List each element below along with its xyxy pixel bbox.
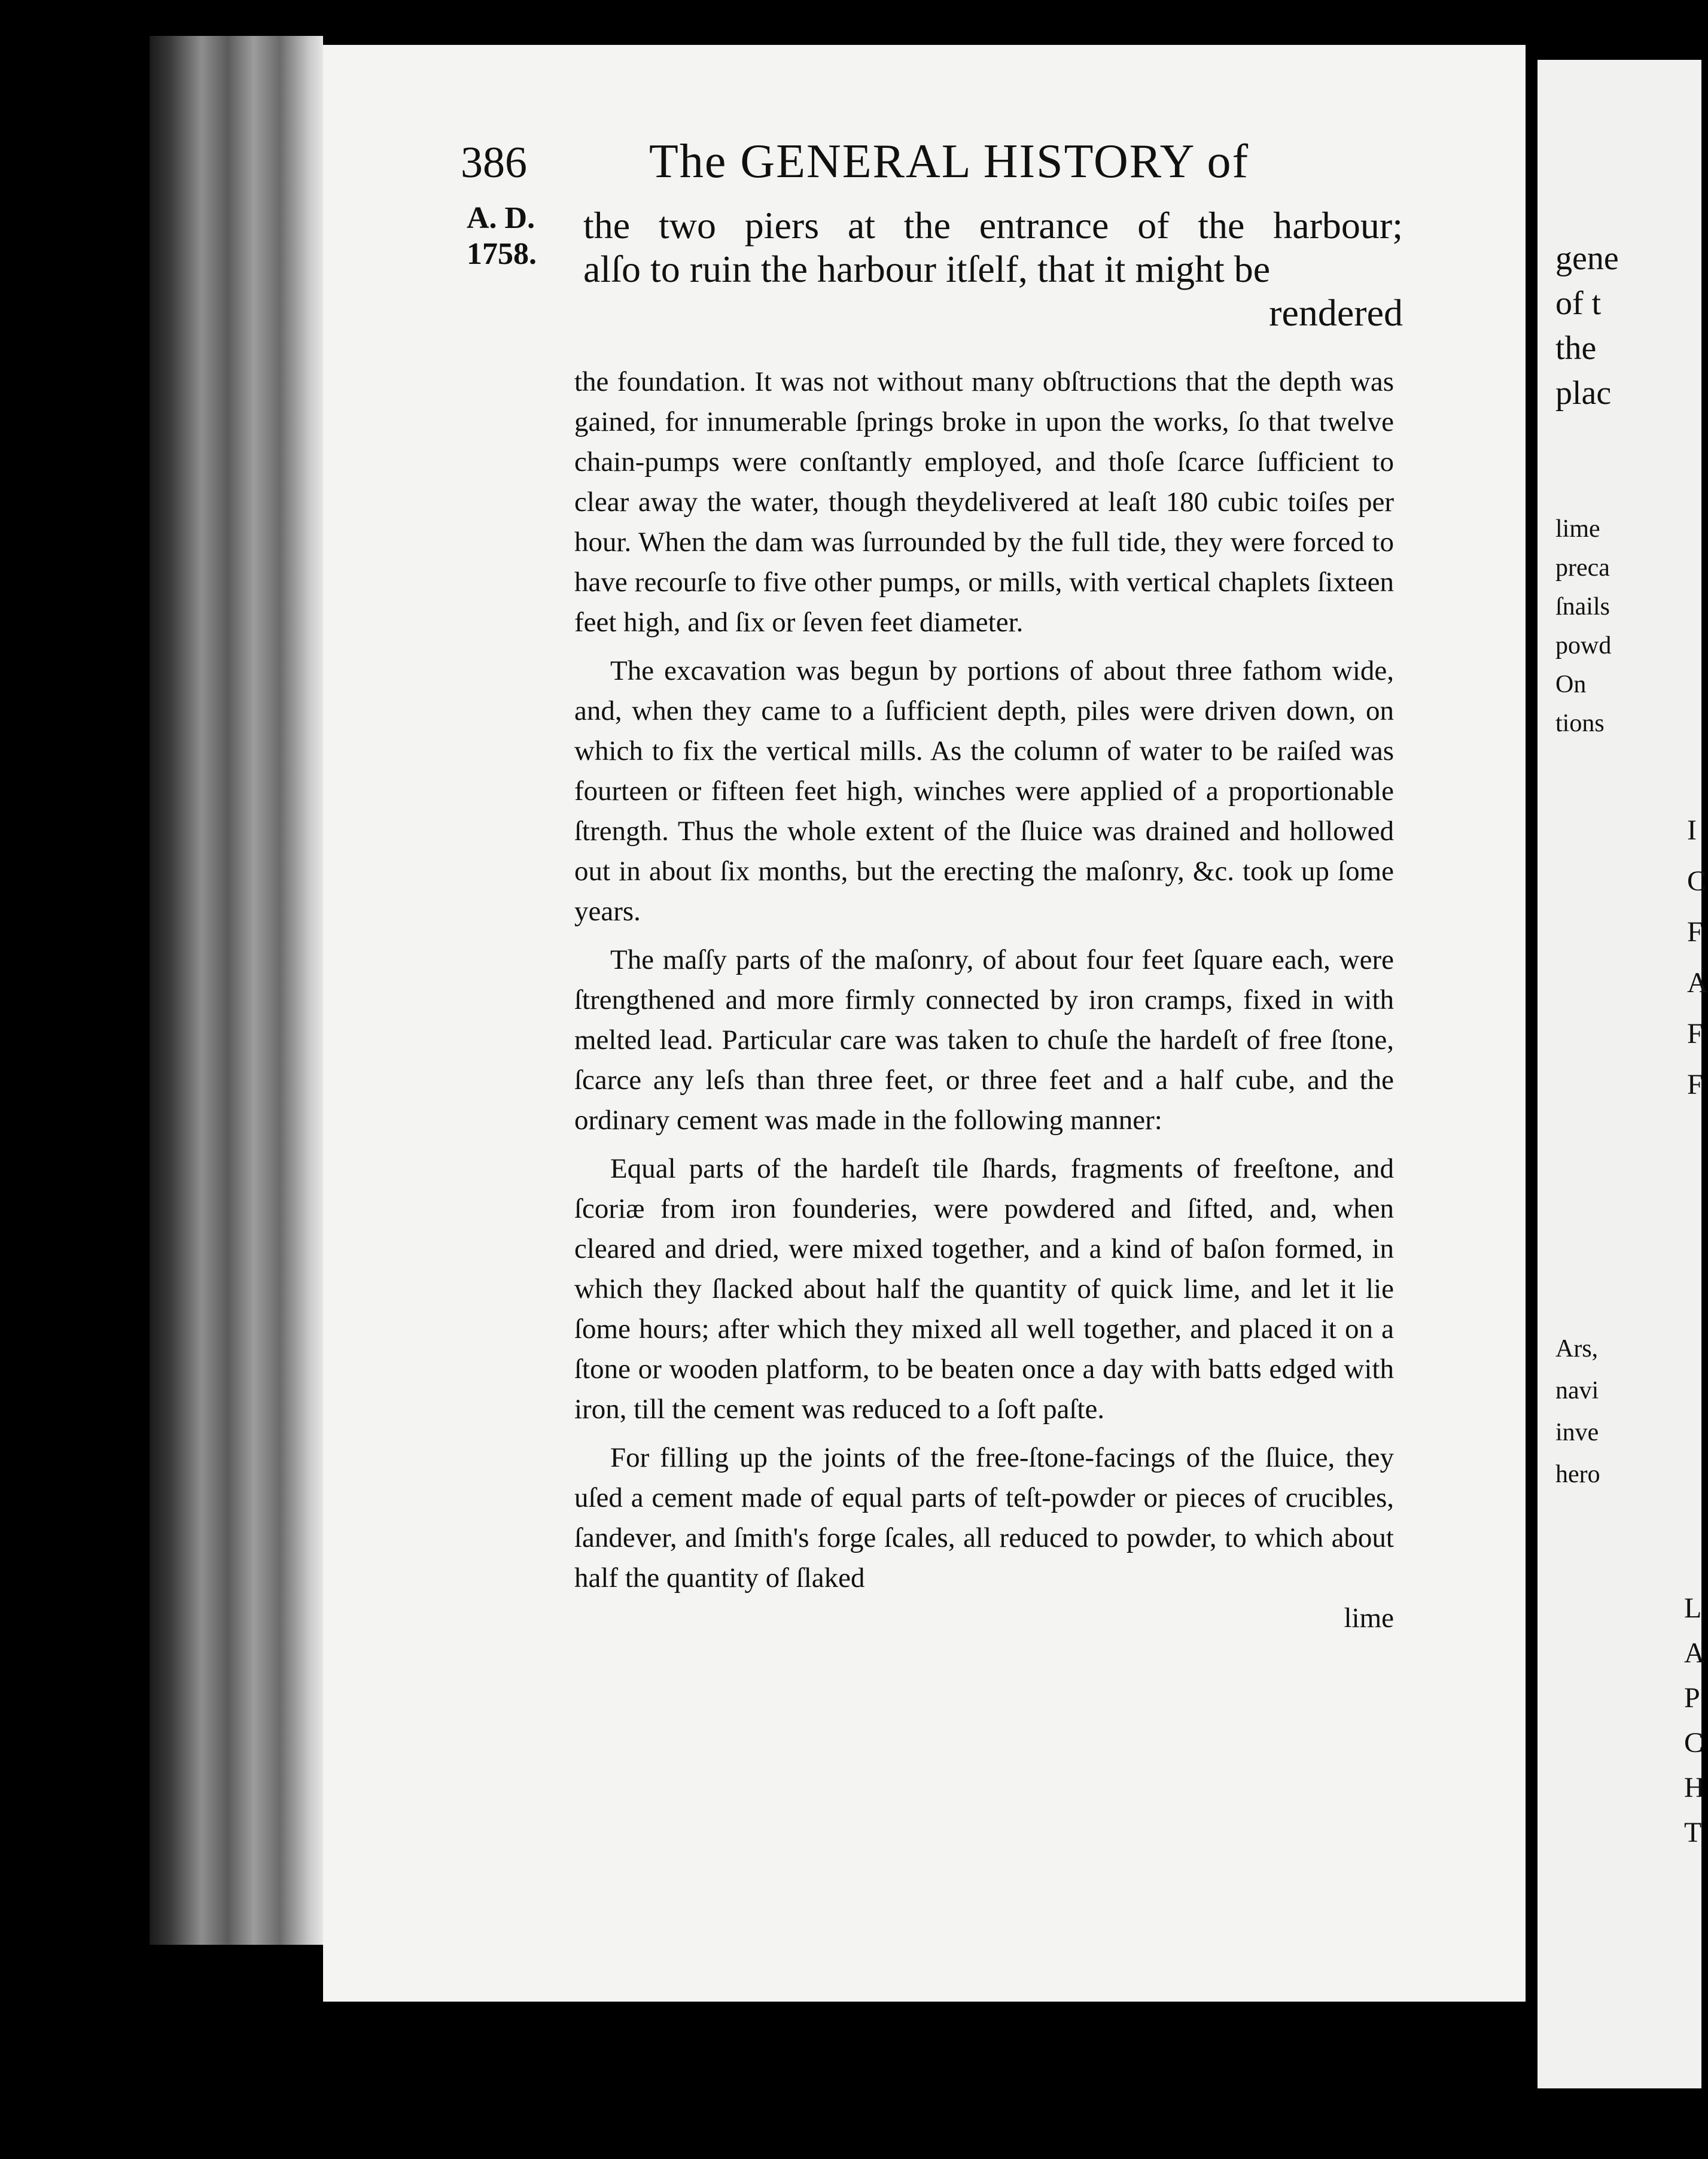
right-cap-letter: I [1687, 814, 1697, 846]
page-number: 386 [461, 138, 527, 187]
right-large-line: gene [1555, 240, 1619, 277]
right-small-line: tions [1555, 710, 1605, 737]
running-head: The GENERAL HISTORY of [649, 135, 1250, 188]
right-small-line: preca [1555, 554, 1610, 582]
paragraph: For filling up the joints of the free-ſtone-facings of the ſluice, they uſed a cement made of equal parts of teſt-powder or pieces of crucibles, ſandever, and ſmith's forge ſcales, all reduced to powder, to which about half the quantity of ſlaked [574, 1442, 1394, 1594]
paragraph: The maſſy parts of the maſonry, of about four feet ſquare each, were ſtrengthened and more firmly connected by iron cramps, fixed in with melted lead. Particular care was taken to chuſe the hardeſt of free ſtone, ſcarce any leſs than three feet, or three feet and a half cube, and the ordinary cement was made in the following manner: [574, 944, 1394, 1136]
right-cap-letter: C [1684, 1727, 1704, 1759]
right-cap-letter: F [1687, 1069, 1703, 1100]
right-small-line: powd [1555, 632, 1612, 659]
right-small-line: Ars, [1555, 1335, 1599, 1363]
right-cap-letter: L [1684, 1592, 1702, 1624]
paragraph: the foundation. It was not without many obſtructions that the depth was gained, for innumerable ſprings broke in upon the works, ſo that twelve chain-pumps were conſtantly employed, and thoſe ſcarce ſufficient to clear away the water, though theydelivered at leaſt 180 cubic toiſes per hour. When the dam was ſurrounded by the full tide, they were forced to have recourſe to five other pumps, or mills, with vertical chaplets ſixteen feet high, and ſix or ſeven feet diameter. [574, 366, 1394, 638]
right-small-line: ſnails [1555, 593, 1610, 621]
paragraph: Equal parts of the hardeſt tile ſhards, fragments of freeſtone, and ſcoriæ from iron founderies, were powdered and ſifted, and, when cleared and dried, were mixed together, and a kind of baſon formed, in which they ſlacked about half the quantity of quick lime, and let it lie ſome hours; after which they mixed all well together, and placed it on a ſtone or wooden platform, to be beaten once a day with batts edged with iron, till the cement was reduced to a ſoft paſte. [574, 1153, 1394, 1425]
right-cap-letter: F [1687, 916, 1703, 948]
paragraph: The excavation was begun by portions of about three fathom wide, and, when they came to a ſufficient depth, piles were driven down, on which to fix the vertical mills. As the column of water to be raiſed was fourteen or fifteen feet high, winches were applied of a proportionable ſtrength. Thus the whole extent of the ſluice was drained and hollowed out in about ſix months, but the erecting the maſonry, &c. took up ſome years. [574, 655, 1394, 927]
right-page-fragment [1537, 60, 1708, 2088]
top-line-1: the two piers at the entrance of the harbour; [583, 204, 1403, 247]
right-small-line: On [1555, 671, 1587, 698]
right-cap-letter: C [1687, 865, 1707, 897]
margin-date-year: 1758. [467, 237, 537, 271]
catchword: lime [1344, 1602, 1394, 1634]
margin-date [467, 200, 537, 272]
book-spine-edge [150, 36, 323, 1945]
right-large-line: of t [1555, 285, 1602, 322]
top-catchword: rendered [1269, 291, 1403, 334]
top-line-2: alſo to ruin the harbour itſelf, that it might be [583, 248, 1271, 290]
right-small-line: lime [1555, 515, 1600, 543]
right-cap-letter: A [1687, 967, 1708, 999]
margin-date-era: A. D. [467, 201, 535, 235]
right-small-line: hero [1555, 1461, 1600, 1488]
right-cap-letter: T [1684, 1817, 1702, 1848]
right-cap-letter: A [1684, 1637, 1705, 1669]
right-large-line: the [1555, 330, 1597, 367]
right-cap-letter: P [1684, 1682, 1700, 1714]
left-page [323, 45, 1526, 2002]
body-text [574, 362, 1394, 1638]
right-cap-letter: H [1684, 1772, 1705, 1804]
right-small-line: inve [1555, 1419, 1599, 1446]
right-small-line: navi [1555, 1377, 1599, 1404]
right-cap-letter: F [1687, 1018, 1703, 1050]
right-large-line: plac [1555, 375, 1612, 412]
